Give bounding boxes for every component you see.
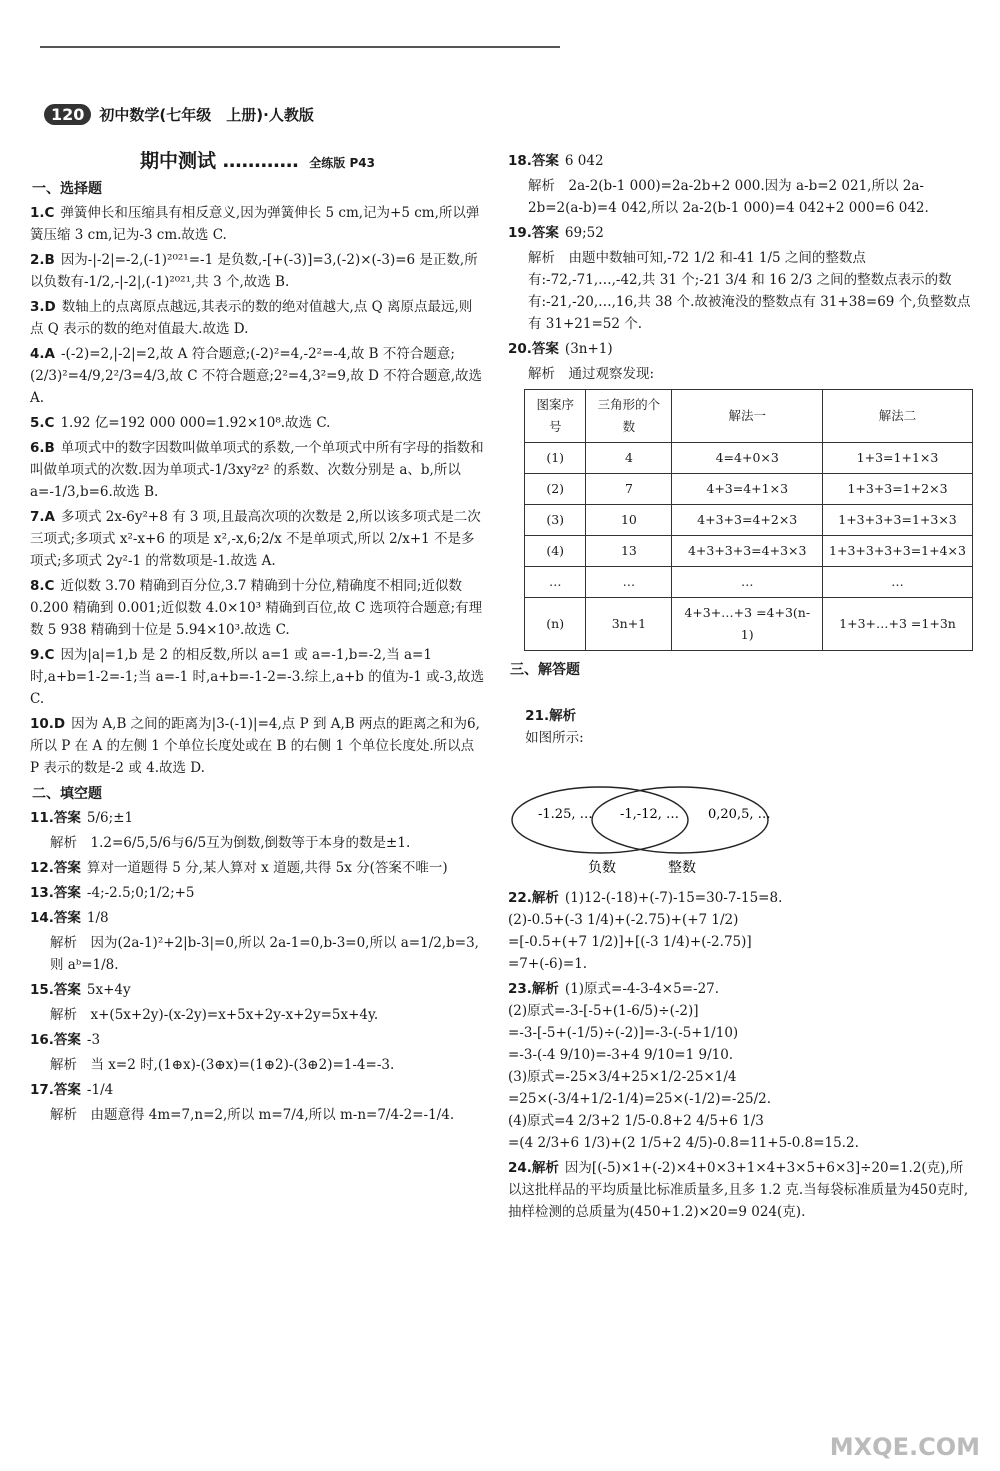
table-cell: 7 bbox=[586, 474, 672, 505]
page-number: 120 bbox=[44, 104, 91, 125]
question-item bbox=[30, 437, 485, 503]
section-answer: 三、解答题 bbox=[510, 662, 580, 678]
table-cell: 1+3+3+3=1+3×3 bbox=[823, 505, 973, 536]
table-cell: … bbox=[823, 567, 973, 598]
table-header: 三角形的个数 bbox=[586, 390, 672, 443]
question-text: 因为[(-5)×1+(-2)×4+0×3+1×4+3×5+6×3]÷20=1.2(克),所以这批样品的平均质量比标准质量多,且多 1.2 克.当每袋标准质量为450克时,抽样检测的总质量为(450+1.2)×20=9 024(克). bbox=[508, 1160, 969, 1220]
table-row bbox=[525, 598, 973, 651]
table-row bbox=[525, 505, 973, 536]
question-item bbox=[508, 222, 973, 244]
top-rule bbox=[40, 46, 560, 48]
watermark: MXQE.COM bbox=[829, 1433, 980, 1461]
question-text: 因为 A,B 之间的距离为|3-(-1)|=4,点 P 到 A,B 两点的距离之和为6,所以 P 在 A 的左侧 1 个单位长度处或在 B 的右侧 1 个单位长度处.所以点 P 表示的数是-2 或 4.故选 D. bbox=[30, 716, 480, 776]
question-number: 9.C bbox=[30, 647, 55, 663]
question-text: 数轴上的点离原点越远,其表示的数的绝对值越大,点 Q 离原点最远,则点 Q 表示的数的绝对值最大.故选 D. bbox=[30, 299, 473, 337]
question-text: -4;-2.5;0;1/2;+5 bbox=[86, 885, 195, 901]
question-number: 1.C bbox=[30, 205, 55, 221]
table-cell: 13 bbox=[586, 536, 672, 567]
table-cell: 1+3+3+3+3=1+4×3 bbox=[823, 536, 973, 567]
table-row bbox=[525, 443, 973, 474]
question-item bbox=[30, 575, 485, 641]
left-set-text: -1.25, … bbox=[538, 807, 593, 822]
question-number: 24.解析 bbox=[508, 1160, 559, 1176]
book-title: 初中数学(七年级 上册)·人教版 bbox=[99, 106, 314, 124]
title-dots: ………… bbox=[222, 150, 299, 172]
question-solution: 解析 因为(2a-1)²+2|b-3|=0,所以 2a-1=0,b-3=0,所以 a=1/2,b=3,则 aᵇ=1/8. bbox=[50, 935, 479, 973]
question-text: 因为-|-2|=-2,(-1)²⁰²¹=-1 是负数,-[+(-3)]=3,(-2)×(-3)=6 是正数,所以负数有-1/2,-|-2|,(-1)²⁰²¹,共 3 个,故选 B. bbox=[30, 252, 478, 290]
question-item bbox=[30, 506, 485, 572]
question-text: (3n+1) bbox=[564, 341, 613, 357]
question-item bbox=[30, 857, 485, 879]
question-text: -3 bbox=[86, 1032, 101, 1048]
question-text: 弹簧伸长和压缩具有相反意义,因为弹簧伸长 5 cm,记为+5 cm,所以弹簧压缩 3 cm,记为-3 cm.故选 C. bbox=[30, 205, 480, 243]
question-text: (1)原式=-4-3-4×5=-27. (2)原式=-3-[-5+(1-6/5)÷(-2)] =-3-[-5+(-1/5)÷(-2)]=-3-(-5+1/10) =-3-(-4 9/10)=-3+4 9/10=1 9/10. (3)原式=-25×3/4+25×1/2-25×1/4 =25×(-3/4+1/2-1/4)=25×(-1/2)=-25/2. (4)原式=4 2/3+2 1/5-0.8+2 4/5+6 1/3 =(4 2/3+6 1/3)+(2 1/5+2 4/5)-0.8=11+5-0.8=15.2. bbox=[508, 981, 859, 1151]
question-text: 近似数 3.70 精确到百分位,3.7 精确到十分位,精确度不相同;近似数 0.200 精确到 0.001;近似数 4.0×10³ 精确到百位,故 C 选项符合题意;有理数 5 938 精确到十位是 5.94×10³.故选 C. bbox=[30, 578, 483, 638]
question-item bbox=[30, 343, 485, 409]
section-fill: 二、填空题 bbox=[32, 786, 102, 802]
question-solution: 解析 由题意得 4m=7,n=2,所以 m=7/4,所以 m-n=7/4-2=-1/4. bbox=[50, 1107, 455, 1123]
table-cell: (n) bbox=[525, 598, 586, 651]
table-cell: (3) bbox=[525, 505, 586, 536]
table-cell: 3n+1 bbox=[586, 598, 672, 651]
table-cell: … bbox=[586, 567, 672, 598]
question-number: 14.答案 bbox=[30, 910, 81, 926]
question-number: 17.答案 bbox=[30, 1082, 81, 1098]
question-text: (1)12-(-18)+(-7)-15=30-7-15=8. (2)-0.5+(-3 1/4)+(-2.75)+(+7 1/2) =[-0.5+(+7 1/2)]+[(-3 1/4)+(-2.75)] =7+(-6)=1. bbox=[508, 890, 783, 972]
question-item bbox=[30, 296, 485, 340]
question-number: 8.C bbox=[30, 578, 55, 594]
question-item bbox=[30, 249, 485, 293]
question-number: 19.答案 bbox=[508, 225, 559, 241]
question-text: 1.92 亿=192 000 000=1.92×10⁸.故选 C. bbox=[60, 415, 331, 431]
question-item bbox=[30, 979, 485, 1001]
table-cell: 4+3=4+1×3 bbox=[672, 474, 823, 505]
table-cell: 10 bbox=[586, 505, 672, 536]
table-cell: (4) bbox=[525, 536, 586, 567]
question-text: 单项式中的数字因数叫做单项式的系数,一个单项式中所有字母的指数和叫做单项式的次数.因为单项式-1/3xy²z² 的系数、次数分别是 a、b,所以 a=-1/3,b=6.故选 B. bbox=[30, 440, 484, 500]
table-cell: … bbox=[525, 567, 586, 598]
question-item bbox=[30, 644, 489, 710]
question-item bbox=[30, 907, 485, 929]
table-row bbox=[525, 536, 973, 567]
integer-label: 整数 bbox=[668, 860, 696, 876]
question-number: 7.A bbox=[30, 509, 55, 525]
question-item bbox=[508, 887, 973, 975]
question-number: 10.D bbox=[30, 716, 66, 732]
question-number: 2.B bbox=[30, 252, 55, 268]
question-number: 5.C bbox=[30, 415, 55, 431]
question-solution: 解析 通过观察发现: bbox=[528, 366, 655, 382]
table-cell: 4+3+3+3=4+3×3 bbox=[672, 536, 823, 567]
question-number: 20.答案 bbox=[508, 341, 559, 357]
question-item bbox=[508, 978, 973, 1154]
question-number: 6.B bbox=[30, 440, 55, 456]
table-cell: 1+3=1+1×3 bbox=[823, 443, 973, 474]
question-item bbox=[30, 412, 485, 434]
table-header: 解法二 bbox=[823, 390, 973, 443]
table-cell: … bbox=[672, 567, 823, 598]
pattern-table bbox=[524, 389, 973, 651]
table-cell: 1+3+3=1+2×3 bbox=[823, 474, 973, 505]
question-text: -1/4 bbox=[86, 1082, 114, 1098]
question-solution: 解析 当 x=2 时,(1⊕x)-(3⊕x)=(1⊕2)-(3⊕2)=1-4=-3. bbox=[50, 1057, 395, 1073]
question-item bbox=[30, 1079, 485, 1101]
question-text: 69;52 bbox=[564, 225, 604, 241]
question-solution: 解析 x+(5x+2y)-(x-2y)=x+5x+2y-x+2y=5x+4y. bbox=[50, 1007, 379, 1023]
question-text: 5x+4y bbox=[86, 982, 131, 998]
question-text: 因为|a|=1,b 是 2 的相反数,所以 a=1 或 a=-1,b=-2,当 a=1 时,a+b=1-2=-1;当 a=-1 时,a+b=-1-2=-3.综上,a+b 的值为-1 或-3,故选 C. bbox=[30, 647, 489, 707]
table-cell: 4+3+3=4+2×3 bbox=[672, 505, 823, 536]
right-set-text: 0,20,5, … bbox=[708, 807, 771, 822]
question-number: 23.解析 bbox=[508, 981, 559, 997]
question-item bbox=[508, 338, 973, 360]
question-number: 11.答案 bbox=[30, 810, 81, 826]
question-number: 12.答案 bbox=[30, 860, 81, 876]
table-cell: (1) bbox=[525, 443, 586, 474]
question-text: 5/6;±1 bbox=[86, 810, 134, 826]
question-text: 1/8 bbox=[86, 910, 109, 926]
question-item bbox=[508, 150, 973, 172]
table-cell: (2) bbox=[525, 474, 586, 505]
answer-21 bbox=[508, 683, 973, 771]
table-header: 图案序号 bbox=[525, 390, 586, 443]
question-number: 16.答案 bbox=[30, 1032, 81, 1048]
question-number: 4.A bbox=[30, 346, 55, 362]
right-column bbox=[508, 150, 973, 1226]
question-number: 18.答案 bbox=[508, 153, 559, 169]
question-item bbox=[30, 713, 485, 779]
question-text: -(-2)=2,|-2|=2,故 A 符合题意;(-2)²=4,-2²=-4,故 B 不符合题意;(2/3)²=4/9,2²/3=4/3,故 C 不符合题意;2²=4,3²=9,故 D 不符合题意,故选 A. bbox=[30, 346, 487, 406]
answer-21-label: 21.解析 bbox=[525, 708, 577, 724]
title-main: 期中测试 bbox=[140, 150, 217, 172]
question-solution: 解析 2a-2(b-1 000)=2a-2b+2 000.因为 a-b=2 021,所以 2a-2b=2(a-b)=4 042,所以 2a-2(b-1 000)=4 042+2 000=6 042. bbox=[528, 178, 929, 216]
section-choice: 一、选择题 bbox=[32, 181, 102, 197]
title-ref: 全练版 P43 bbox=[309, 156, 375, 170]
answer-21-text: 如图所示: bbox=[525, 730, 584, 746]
venn-diagram bbox=[508, 780, 808, 880]
question-text: 6 042 bbox=[564, 153, 604, 169]
mid-set-text: -1,-12, … bbox=[620, 807, 679, 822]
question-solution: 解析 1.2=6/5,5/6与6/5互为倒数,倒数等于本身的数是±1. bbox=[50, 835, 411, 851]
page-header bbox=[44, 104, 314, 125]
question-item bbox=[30, 202, 485, 246]
table-row bbox=[525, 474, 973, 505]
table-cell: 1+3+…+3 =1+3n bbox=[823, 598, 973, 651]
table-row bbox=[525, 567, 973, 598]
question-number: 15.答案 bbox=[30, 982, 81, 998]
section-title bbox=[30, 150, 485, 174]
question-solution: 解析 由题中数轴可知,-72 1/2 和-41 1/5 之间的整数点有:-72,-71,…,-42,共 31 个;-21 3/4 和 16 2/3 之间的整数点表示的数有:-21,-20,…,16,共 38 个.故被淹没的整数点有 31+38=69 个,负整数点有 31+21=52 个. bbox=[528, 250, 971, 332]
question-number: 22.解析 bbox=[508, 890, 559, 906]
table-cell: 4=4+0×3 bbox=[672, 443, 823, 474]
table-cell: 4+3+…+3 =4+3(n-1) bbox=[672, 598, 823, 651]
question-number: 3.D bbox=[30, 299, 56, 315]
table-cell: 4 bbox=[586, 443, 672, 474]
question-text: 算对一道题得 5 分,某人算对 x 道题,共得 5x 分(答案不唯一) bbox=[86, 860, 448, 876]
question-item bbox=[30, 807, 485, 829]
question-text: 多项式 2x-6y²+8 有 3 项,且最高次项的次数是 2,所以该多项式是二次三项式;多项式 x²-x+6 的项是 x²,-x,6;2/x 不是单项式,所以 2/x+1 不是多项式;多项式 2y²-1 的常数项是-1.故选 A. bbox=[30, 509, 481, 569]
question-number: 13.答案 bbox=[30, 885, 81, 901]
left-column bbox=[30, 150, 489, 1129]
negative-label: 负数 bbox=[588, 860, 616, 876]
question-item bbox=[30, 1029, 485, 1051]
question-item bbox=[30, 882, 485, 904]
table-header: 解法一 bbox=[672, 390, 823, 443]
question-item bbox=[508, 1157, 973, 1223]
